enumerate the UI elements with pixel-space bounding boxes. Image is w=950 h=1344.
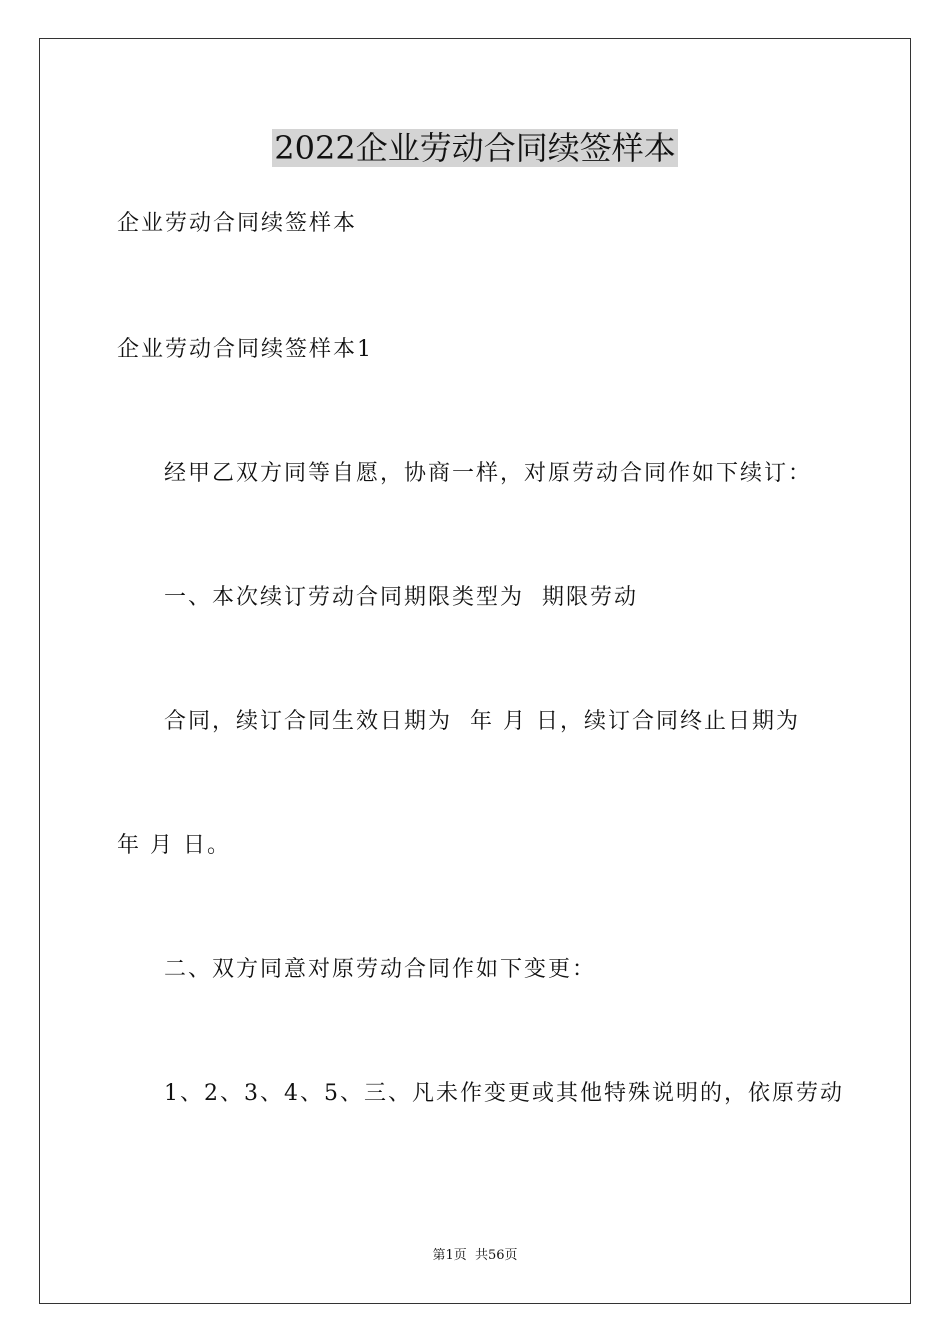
- paragraph-intro: 经甲乙双方同等自愿，协商一样，对原劳动合同作如下续订：: [164, 461, 813, 486]
- paragraph-section-heading: 企业劳动合同续签样本1: [117, 337, 373, 362]
- page-indicator: 第1页 共56页: [432, 1248, 518, 1263]
- paragraph-clause-1-end: 年 月 日。: [117, 833, 231, 858]
- paragraph-clause-1: 一、本次续订劳动合同期限类型为 期限劳动: [164, 585, 638, 610]
- paragraph-subtitle: 企业劳动合同续签样本: [117, 211, 358, 236]
- paragraph-clause-1-cont: 合同，续订合同生效日期为 年 月 日，续订合同终止日期为: [164, 709, 800, 734]
- document-title: 2022企业劳动合同续签样本: [274, 129, 676, 167]
- paragraph-clause-list: 1、2、3、4、5、三、凡未作变更或其他特殊说明的，依原劳动: [164, 1081, 844, 1106]
- paragraph-clause-2: 二、双方同意对原劳动合同作如下变更：: [164, 957, 597, 982]
